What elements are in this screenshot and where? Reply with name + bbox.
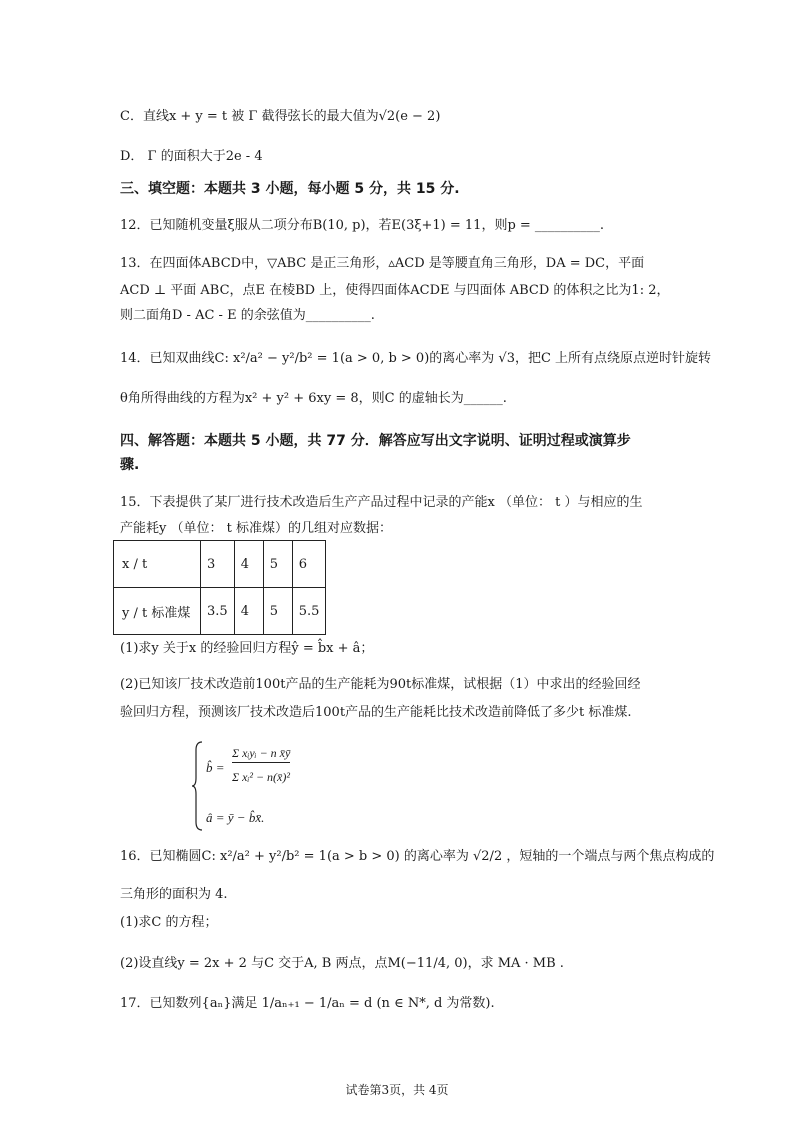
section-4-heading-line2: 骤. xyxy=(120,457,140,473)
table-row xyxy=(114,588,326,635)
question-14-line2: θ角所得曲线的方程为x² + y² + 6xy = 8，则C 的虚轴长为______. xyxy=(120,391,507,406)
section-3-heading: 三、填空题：本题共 3 小题，每小题 5 分，共 15 分. xyxy=(120,181,460,197)
question-14-line1: 14．已知双曲线C: x²/a² − y²/b² = 1(a > 0, b > 0)的离心率为 √3，把C 上所有点绕原点逆时针旋转 xyxy=(120,351,712,366)
reference-formula xyxy=(120,740,420,830)
question-15-line2: 产能耗y （单位： t 标准煤）的几组对应数据： xyxy=(120,521,392,536)
question-12: 12．已知随机变量ξ服从二项分布B(10, p)，若E(3ξ+1) = 11，则p = __________. xyxy=(120,218,605,233)
table-cell: 4 xyxy=(234,541,263,588)
table-cell: 4 xyxy=(234,588,263,635)
formula-numerator: Σ xᵢyᵢ − n x̄ȳ xyxy=(232,746,290,763)
data-table xyxy=(113,540,326,635)
table-cell: 3 xyxy=(201,541,235,588)
formula-denominator: Σ xᵢ² − n(x̄)² xyxy=(232,770,290,784)
table-row xyxy=(114,541,326,588)
question-16-part1: (1)求C 的方程； xyxy=(120,915,218,930)
question-13-line2: ACD ⊥ 平面 ABC，点E 在棱BD 上，使得四面体ACDE 与四面体 ABCD 的体积之比为1: 2， xyxy=(120,283,670,298)
table-cell: 3.5 xyxy=(201,588,235,635)
question-16-part2: (2)设直线y = 2x + 2 与C 交于A, B 两点，点M(−11/4, 0)，求 MA · MB . xyxy=(120,956,564,971)
table-row-label: y / t 标准煤 xyxy=(114,588,201,635)
section-4-heading-line1: 四、解答题：本题共 5 小题，共 77 分．解答应写出文字说明、证明过程或演算步 xyxy=(120,433,631,449)
table-cell: 5 xyxy=(263,588,292,635)
table-row-label: x / t xyxy=(114,541,201,588)
option-d: D． Γ 的面积大于2e - 4 xyxy=(120,149,263,164)
option-c: C．直线x + y = t 被 Γ 截得弦长的最大值为√2(e − 2) xyxy=(120,109,441,124)
question-15-part2-line1: (2)已知该厂技术改造前100t产品的生产能耗为90t标准煤，试根据（1）中求出的经验回经 xyxy=(120,677,641,692)
table-cell: 5.5 xyxy=(292,588,326,635)
formula-brace xyxy=(192,740,204,832)
question-15-line1: 15．下表提供了某厂进行技术改造后生产产品过程中记录的产能x （单位： t ）与相应的生 xyxy=(120,495,643,510)
question-15-part1: (1)求y 关于x 的经验回归方程ŷ = b̂x + â； xyxy=(120,641,374,656)
question-16-line2: 三角形的面积为 4. xyxy=(120,887,228,902)
formula-a-hat: â = ȳ − b̂x̄. xyxy=(206,810,265,825)
formula-b-hat: b̂ = xyxy=(206,760,225,775)
table-cell: 6 xyxy=(292,541,326,588)
question-13-line3: 则二面角D - AC - E 的余弦值为__________. xyxy=(120,308,375,323)
page-footer: 试卷第3页，共 4页 xyxy=(345,1083,449,1097)
table-cell: 5 xyxy=(263,541,292,588)
question-15-part2-line2: 验回归方程，预测该厂技术改造后100t产品的生产能耗比技术改造前降低了多少t 标准煤. xyxy=(120,705,632,720)
question-16-line1: 16．已知椭圆C: x²/a² + y²/b² = 1(a > b > 0) 的离心率为 √2/2 ，短轴的一个端点与两个焦点构成的 xyxy=(120,849,715,864)
question-17: 17．已知数列{aₙ}满足 1/aₙ₊₁ − 1/aₙ = d (n ∈ N*, d 为常数). xyxy=(120,996,495,1011)
question-13-line1: 13．在四面体ABCD中，▽ABC 是正三角形，▵ACD 是等腰直角三角形，DA = DC，平面 xyxy=(120,256,645,271)
